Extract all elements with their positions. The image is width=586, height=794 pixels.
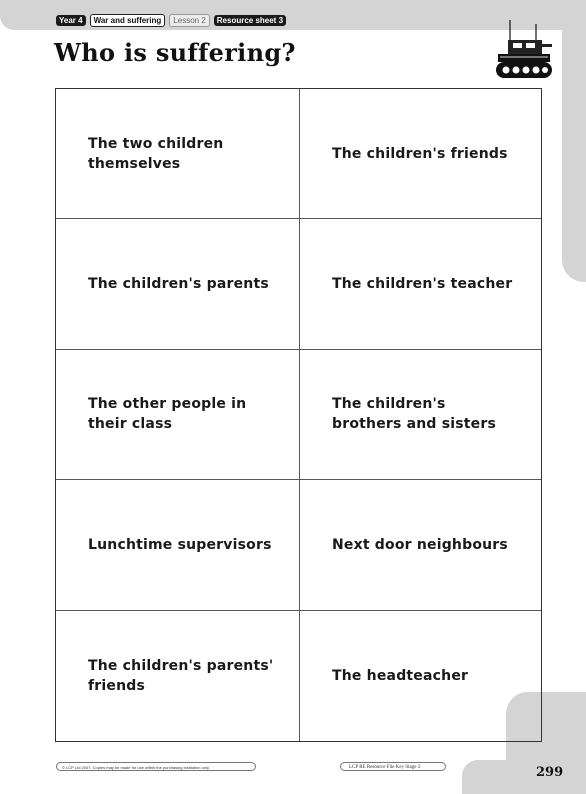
card-item: Next door neighbours [300, 480, 541, 610]
card-item: The headteacher [332, 667, 469, 684]
card-item: The children's parents [56, 219, 300, 349]
footer-band [462, 760, 586, 794]
header-tags [56, 14, 286, 27]
card-item: The children's teacher [300, 219, 541, 349]
copyright-notice: © LCP Ltd 2007. Copies may be made for use within the purchasing institution only. [56, 762, 256, 771]
series-label: LCP RE Resource File Key Stage 2 [340, 762, 446, 771]
tank-icon [490, 18, 554, 82]
page-title: Who is suffering? [54, 38, 296, 67]
card-item: The children's parents' friends [56, 611, 300, 741]
page-number: 299 [536, 765, 564, 780]
card-item: The children's friends [300, 89, 541, 219]
card-grid [55, 88, 542, 742]
tag-year: Year 4 [56, 15, 86, 26]
card-item: The two children themselves [56, 89, 300, 219]
tag-unit: War and suffering [90, 14, 166, 27]
tag-resource: Resource sheet 3 [214, 15, 286, 26]
tag-lesson: Lesson 2 [169, 14, 209, 27]
side-tab [562, 0, 586, 282]
card-item: Lunchtime supervisors [56, 480, 300, 610]
card-item: The children's brothers and sisters [300, 350, 541, 480]
card-item: The other people in their class [56, 350, 300, 480]
